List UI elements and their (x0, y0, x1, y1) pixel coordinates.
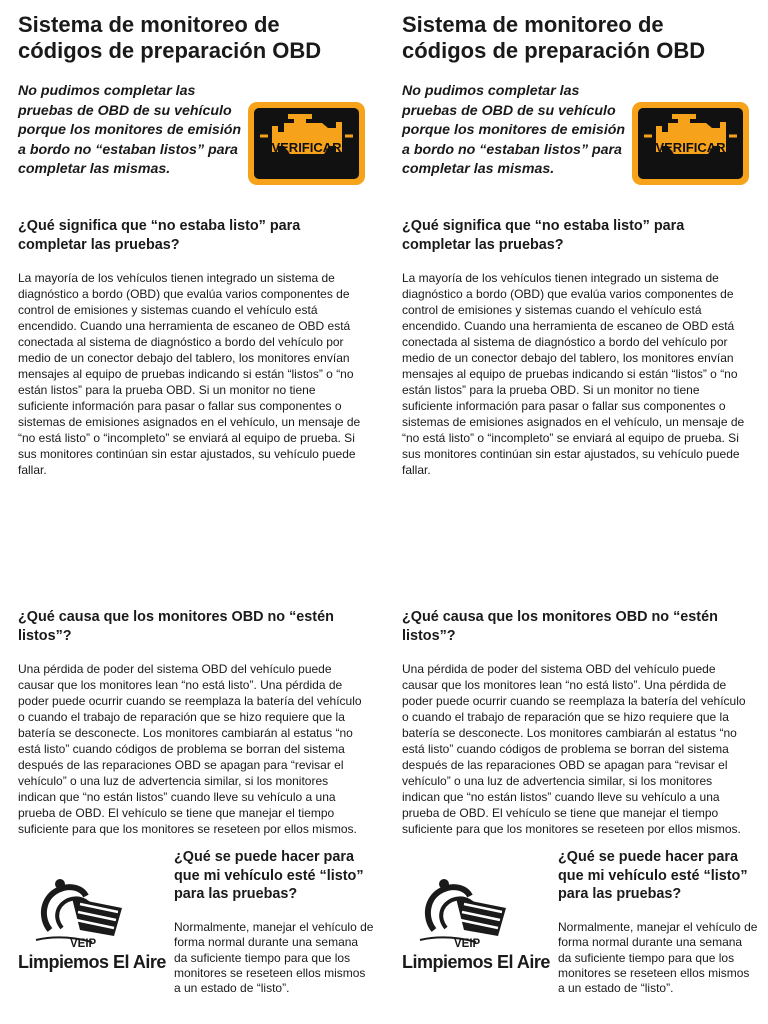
heading-what-causes: ¿Qué causa que los monitores OBD no “estén listos”? (18, 609, 334, 644)
badge-label: VERIFICAR (271, 140, 342, 155)
veip-logo (402, 872, 552, 982)
heading-what-to-do: ¿Qué se puede hacer para que mi vehículo esté “listo” para las pruebas? (558, 849, 748, 902)
check-engine-badge (248, 102, 365, 185)
flyer-left (18, 0, 394, 1024)
logo-program: VEIP (70, 938, 97, 950)
body-what-to-do: Normalmente, manejar el vehículo de forma normal durante una semana da suficiente tiempo para que los monitores se reseteen ellos mismos a un estado de “listo”. (558, 920, 758, 996)
body-what-means: La mayoría de los vehículos tienen integrado un sistema de diagnóstico a bordo (OBD) que evalúa varios componentes de control de emisiones y sistemas cuando el vehículo está encendido. Cuando una herramienta de escaneo de OBD está conectada al sistema de diagnóstico a bordo del vehículo por medio de un conector debajo del tablero, los monitores envían mensajes al equipo de pruebas indicando si están “listos” o “no están listos” para la prueba OBD. Si un monitor no tiene suficiente información para pasar o fallar sus componentes o sistemas de emisiones asignados en el vehículo, un mensaje de “no está listo” o “incompleto” se enviará al equipo de prueba. Si sus monitores continúan sin estar ajustados, su vehículo puede fallar. (18, 271, 361, 477)
veip-logo (18, 872, 168, 982)
page-title: Sistema de monitoreo de códigos de preparación OBD (402, 12, 706, 63)
heading-what-means: ¿Qué significa que “no estaba listo” para completar las pruebas? (18, 218, 301, 253)
body-what-to-do: Normalmente, manejar el vehículo de forma normal durante una semana da suficiente tiempo para que los monitores se reseteen ellos mismos a un estado de “listo”. (174, 920, 374, 996)
badge-inner (254, 108, 359, 179)
heading-what-to-do: ¿Qué se puede hacer para que mi vehículo esté “listo” para las pruebas? (174, 849, 364, 902)
page-title: Sistema de monitoreo de códigos de preparación OBD (18, 12, 322, 63)
intro-text: No pudimos completar las pruebas de OBD de su vehículo porque los monitores de emisión a bordo no “estaban listos” para completar las mismas. (18, 83, 242, 177)
intro-text: No pudimos completar las pruebas de OBD de su vehículo porque los monitores de emisión a bordo no “estaban listos” para completar las mismas. (402, 83, 626, 177)
badge-inner (638, 108, 743, 179)
heading-what-causes: ¿Qué causa que los monitores OBD no “estén listos”? (402, 609, 718, 644)
body-what-causes: Una pérdida de poder del sistema OBD del vehículo puede causar que los monitores lean “no está listo”. Una pérdida de poder puede ocurrir cuando se reemplaza la batería del vehículo o cuando el trabajo de reparación que se hizo requiere que la batería se desconecte. Los monitores cambiarán al estatus “no está listo” cuando códigos de problema se borran del sistema después de las reparaciones OBD se apagan para “revisar el vehículo” o una luz de advertencia similar, si los monitores indican que “no están listos” cuando lleve su vehículo a una prueba de OBD. El vehículo se tiene que manejar el tiempo suficiente para que los monitores se reseteen por ellos mismos. (18, 662, 362, 836)
body-what-causes: Una pérdida de poder del sistema OBD del vehículo puede causar que los monitores lean “no está listo”. Una pérdida de poder puede ocurrir cuando se reemplaza la batería del vehículo o cuando el trabajo de reparación que se hizo requiere que la batería se desconecte. Los monitores cambiarán al estatus “no está listo” cuando códigos de problema se borran del sistema después de las reparaciones OBD se apagan para “revisar el vehículo” o una luz de advertencia similar, si los monitores indican que “no están listos” cuando lleve su vehículo a una prueba de OBD. El vehículo se tiene que manejar el tiempo suficiente para que los monitores se reseteen por ellos mismos. (402, 662, 746, 836)
check-engine-badge (632, 102, 749, 185)
logo-program: VEIP (454, 938, 481, 950)
heading-what-means: ¿Qué significa que “no estaba listo” para completar las pruebas? (402, 218, 685, 253)
body-what-means: La mayoría de los vehículos tienen integrado un sistema de diagnóstico a bordo (OBD) que evalúa varios componentes de control de emisiones y sistemas cuando el vehículo está encendido. Cuando una herramienta de escaneo de OBD está conectada al sistema de diagnóstico a bordo del vehículo por medio de un conector debajo del tablero, los monitores envían mensajes al equipo de pruebas indicando si están “listos” o “no están listos” para la prueba OBD. Si un monitor no tiene suficiente información para pasar o fallar sus componentes o sistemas de emisiones asignados en el vehículo, un mensaje de “no está listo” o “incompleto” se enviará al equipo de prueba. Si sus monitores continúan sin estar ajustados, su vehículo puede fallar. (402, 271, 745, 477)
logo-name: Limpiemos El Aire (18, 952, 166, 972)
flyer-right (402, 0, 768, 1024)
logo-name: Limpiemos El Aire (402, 952, 550, 972)
badge-label: VERIFICAR (655, 140, 726, 155)
